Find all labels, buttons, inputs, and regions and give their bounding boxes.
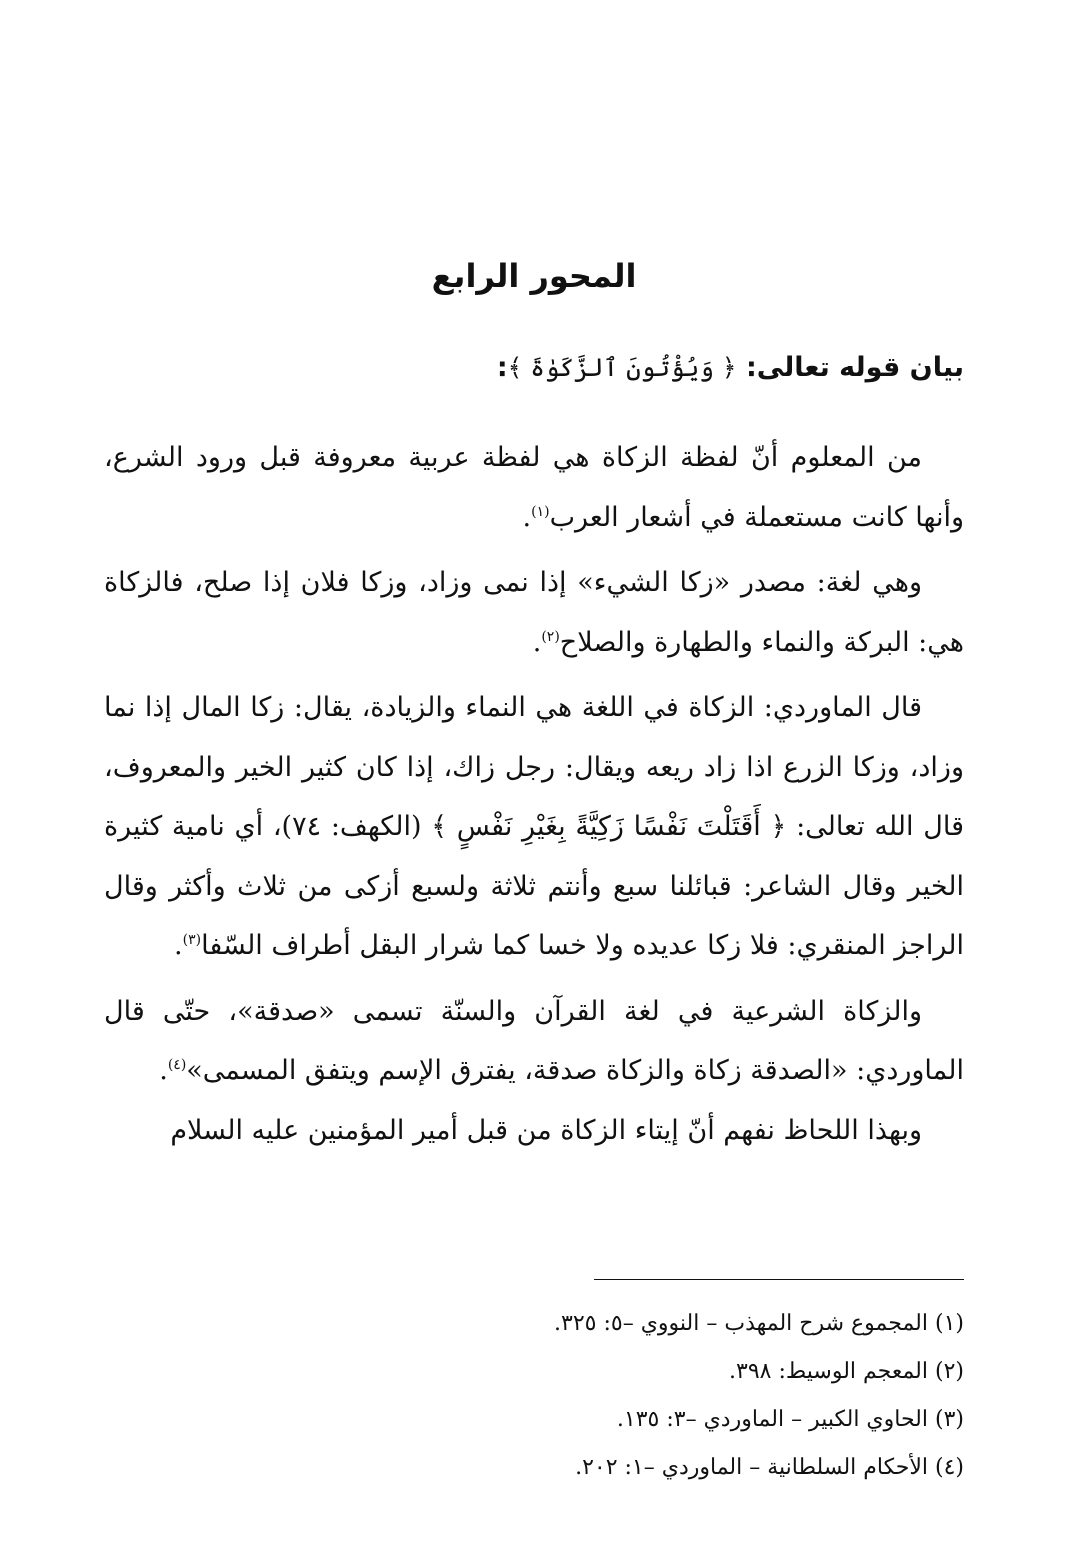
paragraph bbox=[104, 1101, 964, 1161]
footnote: (٣) الحاوي الكبير – الماوردي –٣: ١٣٥. bbox=[616, 1407, 964, 1432]
heading-quran-verse: ﴿ وَيُؤْتُونَ ٱلزَّكَوٰةَ ﴾ bbox=[507, 353, 737, 382]
footnote: (٤) الأحكام السلطانية – الماوردي –١: ٢٠٢. bbox=[575, 1455, 964, 1480]
paragraph bbox=[104, 553, 964, 672]
footnotes bbox=[104, 1300, 964, 1492]
paragraph-text: وهي لغة: مصدر «زكا الشيء» إذا نمى وزاد، وزكا فلان إذا صلح، فالزكاة هي: البركة والنماء والطهارة والصلاح bbox=[104, 567, 964, 658]
paragraph-text: وبهذا اللحاظ نفهم أنّ إيتاء الزكاة من قبل أمير المؤمنين عليه السلام bbox=[170, 1114, 922, 1146]
heading-suffix: : bbox=[496, 352, 508, 383]
body-text bbox=[104, 428, 964, 1160]
paragraph-end: . bbox=[174, 930, 183, 961]
heading-prefix: بيان قوله تعالى: bbox=[745, 352, 964, 383]
book-page bbox=[104, 0, 964, 1549]
paragraph-end: . bbox=[532, 626, 542, 658]
paragraph-text: من المعلوم أنّ لفظة الزكاة هي لفظة عربية معروفة قبل ورود الشرع، وأنها كانت مستعملة في أشعار العرب bbox=[104, 442, 964, 533]
paragraph-text: والزكاة الشرعية في لغة القرآن والسنّة تسمى «صدقة»، حتّى قال الماوردي: «الصدقة زكاة والزكاة صدقة، يفترق الإسم ويتفق المسمى» bbox=[104, 995, 964, 1086]
footnote: (٢) المعجم الوسيط: ٣٩٨. bbox=[729, 1359, 964, 1384]
section-heading bbox=[104, 340, 964, 396]
paragraph bbox=[104, 428, 964, 547]
footnote-divider bbox=[594, 1279, 964, 1280]
paragraph bbox=[104, 678, 964, 976]
chapter-title: المحور الرابع bbox=[431, 257, 637, 295]
footnote-ref: (٣) bbox=[182, 932, 202, 948]
footnote-ref: (١) bbox=[531, 503, 550, 520]
paragraph-end: . bbox=[159, 1055, 168, 1086]
paragraph-end: . bbox=[522, 501, 532, 533]
footnote-ref: (٤) bbox=[167, 1057, 187, 1073]
footnote: (١) المجموع شرح المهذب – النووي –٥: ٣٢٥. bbox=[554, 1311, 964, 1336]
paragraph-text: قال الماوردي: الزكاة في اللغة هي النماء والزيادة، يقال: زكا المال إذا نما وزاد، وزكا الزرع اذا زاد ريعه ويقال: رجل زاك، إذا كان كثير الخير والمعروف، قال الله تعالى: ﴿ أَقَتَلْتَ نَفْسًا زَكِيَّةً بِغَيْرِ نَفْسٍ ﴾ (الكهف: ٧٤)، أي نامية كثيرة الخير وقال الشاعر: قبائلنا سبع وأنتم ثلاثة ولسبع أزكى من ثلاث وأكثر وقال الراجز المنقري: فلا زكا عديده ولا خسا كما شرار البقل أطراف السّفا bbox=[104, 692, 965, 961]
paragraph bbox=[104, 982, 964, 1101]
footnote-ref: (٢) bbox=[541, 628, 560, 645]
